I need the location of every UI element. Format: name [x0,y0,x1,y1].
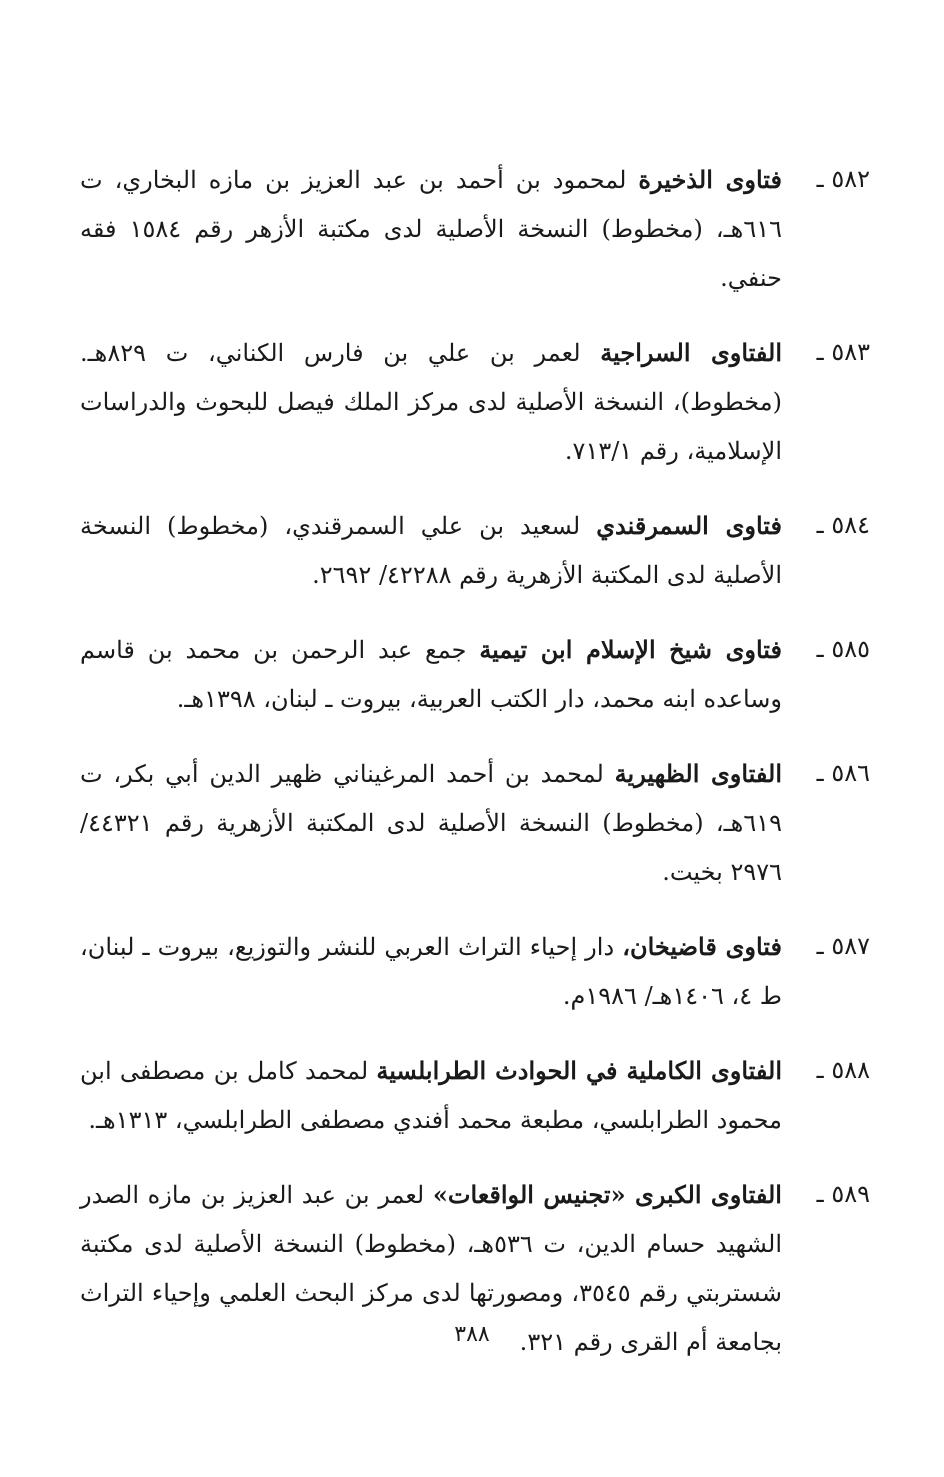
entry-body [80,749,782,897]
bibliography-entry-588 [80,1046,870,1145]
entry-number: ٥٨٥ ـ [816,635,870,663]
entry-number: ٥٨٩ ـ [816,1180,870,1208]
entry-number: ٥٨٨ ـ [816,1056,870,1084]
entry-body [80,1046,782,1145]
entry-description: لعمر بن عبد العزيز بن مازه الصدر الشهيد حسام الدين، ت ٥٣٦هـ، (مخطوط) النسخة الأصلية لدى مكتبة شستربتي رقم ٣٥٤٥، ومصورتها لدى مركز البحث العلمي وإحياء التراث بجامعة أم القرى رقم ٣٢١. [80,1181,783,1356]
entry-description: لمحمد بن أحمد المرغيناني ظهير الدين أبي بكر، ت ٦١٩هـ، (مخطوط) النسخة الأصلية لدى المكتبة الأزهرية رقم ٤٤٣٢١/ ٢٩٧٦ بخيت. [80,760,782,886]
entry-title: فتاوى شيخ الإسلام ابن تيمية [479,635,782,664]
entry-number: ٥٨٤ ـ [816,511,870,539]
entry-body [80,922,782,1021]
entry-description: لعمر بن علي بن فارس الكناني، ت ٨٢٩هـ. (مخطوط)، النسخة الأصلية لدى مركز الملك فيصل للبحوث والدراسات الإسلامية، رقم ٧١٣/١. [80,339,782,465]
bibliography-entry-582 [80,155,870,303]
entry-body [80,328,782,476]
entry-title: فتاوى الذخيرة [638,165,782,194]
entry-title: فتاوى السمرقندي [596,511,782,540]
entry-description: لسعيد بن علي السمرقندي، (مخطوط) النسخة الأصلية لدى المكتبة الأزهرية رقم ٤٢٢٨٨/ ٢٦٩٢. [80,512,782,589]
entry-description: لمحمد كامل بن مصطفى ابن محمود الطرابلسي، مطبعة محمد أفندي مصطفى الطرابلسي، ١٣١٣هـ. [80,1057,782,1134]
entry-number: ٥٨٣ ـ [816,338,870,366]
entry-title: الفتاوى الظهيرية [614,759,782,788]
entry-title: الفتاوى السراجية [600,338,782,367]
entry-description: دار إحياء التراث العربي للنشر والتوزيع، بيروت ـ لبنان، ط ٤، ١٤٠٦هـ/ ١٩٨٦م. [80,933,782,1010]
bibliography-entry-584 [80,501,870,600]
entry-body [80,625,782,724]
entry-description: جمع عبد الرحمن بن محمد بن قاسم وساعده ابنه محمد، دار الكتب العربية، بيروت ـ لبنان، ١٣٩٨هـ. [80,636,782,713]
bibliography-entry-585 [80,625,870,724]
bibliography-page [80,155,870,1392]
entry-number: ٥٨٢ ـ [816,165,870,193]
entry-body [80,501,782,600]
entry-title: الفتاوى الكبرى «تجنيس الواقعات» [432,1180,782,1209]
bibliography-entry-587 [80,922,870,1021]
entry-body [80,155,782,303]
entry-description: لمحمود بن أحمد بن عبد العزيز بن مازه البخاري، ت ٦١٦هـ، (مخطوط) النسخة الأصلية لدى مكتبة الأزهر رقم ١٥٨٤ فقه حنفي. [80,166,783,292]
page-number: ٣٨٨ [454,1322,490,1347]
entry-number: ٥٨٦ ـ [816,759,870,787]
bibliography-entry-586 [80,749,870,897]
entry-title: فتاوى قاضيخان، [622,932,783,961]
entry-number: ٥٨٧ ـ [816,932,870,960]
entry-title: الفتاوى الكاملية في الحوادث الطرابلسية [376,1056,782,1085]
bibliography-entry-583 [80,328,870,476]
